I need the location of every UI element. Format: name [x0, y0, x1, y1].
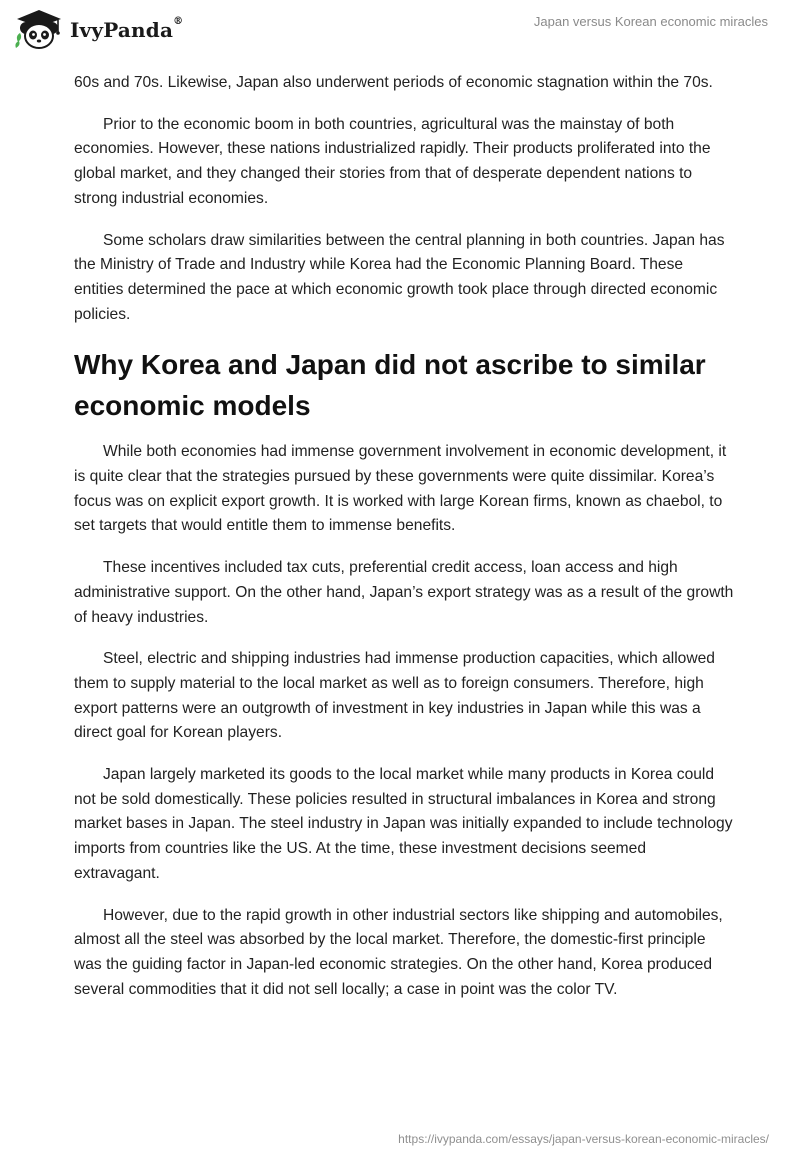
section-heading: Why Korea and Japan did not ascribe to similar economic models: [74, 349, 706, 422]
ivypanda-logo[interactable]: [14, 8, 183, 52]
essay-body: [74, 71, 734, 1019]
paragraph: 60s and 70s. Likewise, Japan also underwent periods of economic stagnation within the 70s.: [74, 74, 713, 91]
paragraph: Japan largely marketed its goods to the local market while many products in Korea could not be sold domestically. These policies resulted in structural imbalances in Korea and strong market bases in Japan. The steel industry in Japan was initially expanded to include technology imports from countries like the US. At the time, these investment decisions seemed extravagant.: [74, 766, 733, 882]
paragraph: While both economies had immense government involvement in economic development, it is quite clear that the strategies pursued by these governments were quite dissimilar. Korea’s focus was on explicit export growth. It is worked with large Korean firms, known as chaebol, to set targets that would entitle them to immense benefits.: [74, 443, 727, 535]
source-url[interactable]: https://ivypanda.com/essays/japan-versus-korean-economic-miracles/: [398, 1132, 769, 1146]
brand-name: IvyPanda®: [70, 16, 184, 42]
paragraph: Prior to the economic boom in both countries, agricultural was the mainstay of both economies. However, these nations industrialized rapidly. Their products proliferated into the global market, and they changed their stories from that of desperate dependent nations to strong industrial economies.: [74, 115, 711, 207]
paragraph: Some scholars draw similarities between the central planning in both countries. Japan has the Ministry of Trade and Industry while Korea had the Economic Planning Board. These entities determined the pace at which economic growth took place through directed economic policies.: [74, 231, 725, 323]
page-header: [0, 0, 800, 70]
paragraph: These incentives included tax cuts, preferential credit access, loan access and high administrative support. On the other hand, Japan’s export strategy was as a result of the growth of heavy industries.: [74, 559, 734, 626]
panda-graduate-icon: [14, 8, 64, 52]
document-title: Japan versus Korean economic miracles: [533, 14, 768, 29]
paragraph: Steel, electric and shipping industries had immense production capacities, which allowed them to supply material to the local market as well as to foreign consumers. Therefore, high export patterns were an outgrowth of investment in key industries in Japan while this was a direct goal for Korean players.: [74, 650, 715, 742]
paragraph: However, due to the rapid growth in other industrial sectors like shipping and automobiles, almost all the steel was absorbed by the local market. Therefore, the domestic-first principle was the guiding factor in Japan-led economic strategies. On the other hand, Korea produced several commodities that it did not sell locally; a case in point was the color TV.: [74, 906, 723, 998]
